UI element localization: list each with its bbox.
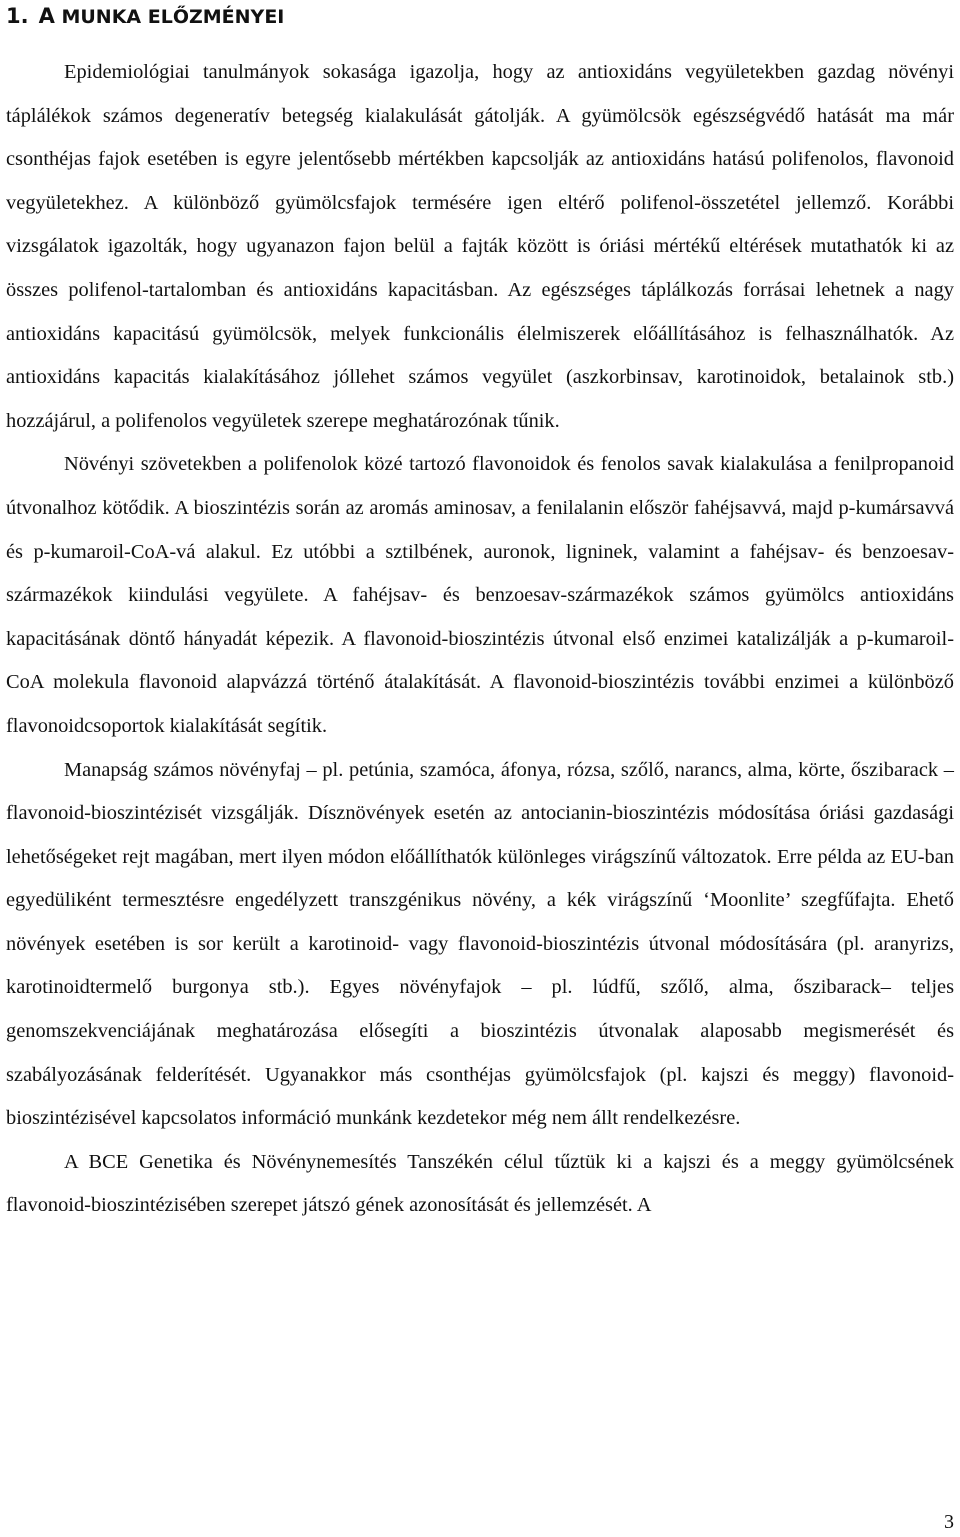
paragraph-2: Növényi szövetekben a polifenolok közé tartozó flavonoidok és fenolos savak kialakulása a fenilpropanoid útvonalhoz kötődik. A bioszintézis során az aromás aminosav, a fenilalanin először fahéjsavvá, majd p-kumársavvá és p-kumaroil-CoA-vá alakul. Ez utóbbi a sztilbének, auronok, ligninek, valamint a fahéjsav- és benzoesav-származékok kiindulási vegyülete. A fahéjsav- és benzoesav-származékok számos gyümölcs antioxidáns kapacitásának döntő hányadát képezik. A flavonoid-bioszintézis útvonal első enzimei katalizálják a p-kumaroil-CoA molekula flavonoid alapvázzá történő átalakítását. A flavonoid-bioszintézis további enzimei a különböző flavonoidcsoportok kialakítását segítik. bbox=[6, 453, 954, 737]
paragraph-3: Manapság számos növényfaj – pl. petúnia, szamóca, áfonya, rózsa, szőlő, narancs, alma, körte, őszibarack – flavonoid-bioszintézisét vizsgálják. Dísznövények esetén az antocianin-bioszintézis módosítása óriási gazdasági lehetőségeket rejt magában, mert ilyen módon előállíthatók különleges virágszínű változatok. Erre példa az EU-ban egyedüliként termesztésre engedélyzett transzgénikus növény, a kék virágszínű ‘Moonlite’ szegfűfajta. Ehető növények esetében is sor került a karotinoid- vagy flavonoid-bioszintézis útvonal módosítására (pl. aranyrizs, karotinoidtermelő burgonya stb.). Egyes növényfajok – pl. lúdfű, szőlő, alma, őszibarack– teljes genomszekvenciájának meghatározása elősegíti a bioszintézis útvonalak alaposabb megismerését és szabályozásának felderítését. Ugyanakkor más csonthéjas gyümölcsfajok (pl. kajszi és meggy) flavonoid-bioszintézisével kapcsolatos információ munkánk kezdetekor még nem állt rendelkezésre. bbox=[6, 758, 954, 1130]
section-title-initial: A bbox=[38, 4, 55, 28]
paragraph-4: A BCE Genetika és Növénynemesítés Tanszékén célul tűztük ki a kajszi és a meggy gyümölcsének flavonoid-bioszintézisében szerepet játszó gének azonosítását és jellemzését. A bbox=[6, 1150, 954, 1217]
section-title-rest: MUNKA ELŐZMÉNYEI bbox=[54, 6, 285, 28]
paragraph-1: Epidemiológiai tanulmányok sokasága igazolja, hogy az antioxidáns vegyületekben gazdag növényi táplálékok számos degeneratív betegség kialakulását gátolják. A gyümölcsök egészségvédő hatását ma már csonthéjas fajok esetében is egyre jelentősebb mértékben kapcsolják az antioxidáns hatású polifenolos, flavonoid vegyületekhez. A különböző gyümölcsfajok termésére igen eltérő polifenol-összetétel jellemző. Korábbi vizsgálatok igazolták, hogy ugyanazon fajon belül a fajták között is óriási mértékű eltérések mutathatók ki az összes polifenol-tartalomban és antioxidáns kapacitásban. Az egészséges táplálkozás forrásai lehetnek a nagy antioxidáns kapacitású gyümölcsök, melyek funkcionális élelmiszerek előállításához is felhasználhatók. Az antioxidáns kapacitás kialakításához jóllehet számos vegyület (aszkorbinsav, karotinoidok, betalainok stb.) hozzájárul, a polifenolos vegyületek szerepe meghatározónak tűnik. bbox=[6, 61, 954, 432]
section-heading bbox=[6, 2, 284, 31]
section-number: 1. bbox=[6, 4, 29, 28]
page-number: 3 bbox=[944, 1511, 954, 1533]
body-text bbox=[6, 51, 954, 1228]
